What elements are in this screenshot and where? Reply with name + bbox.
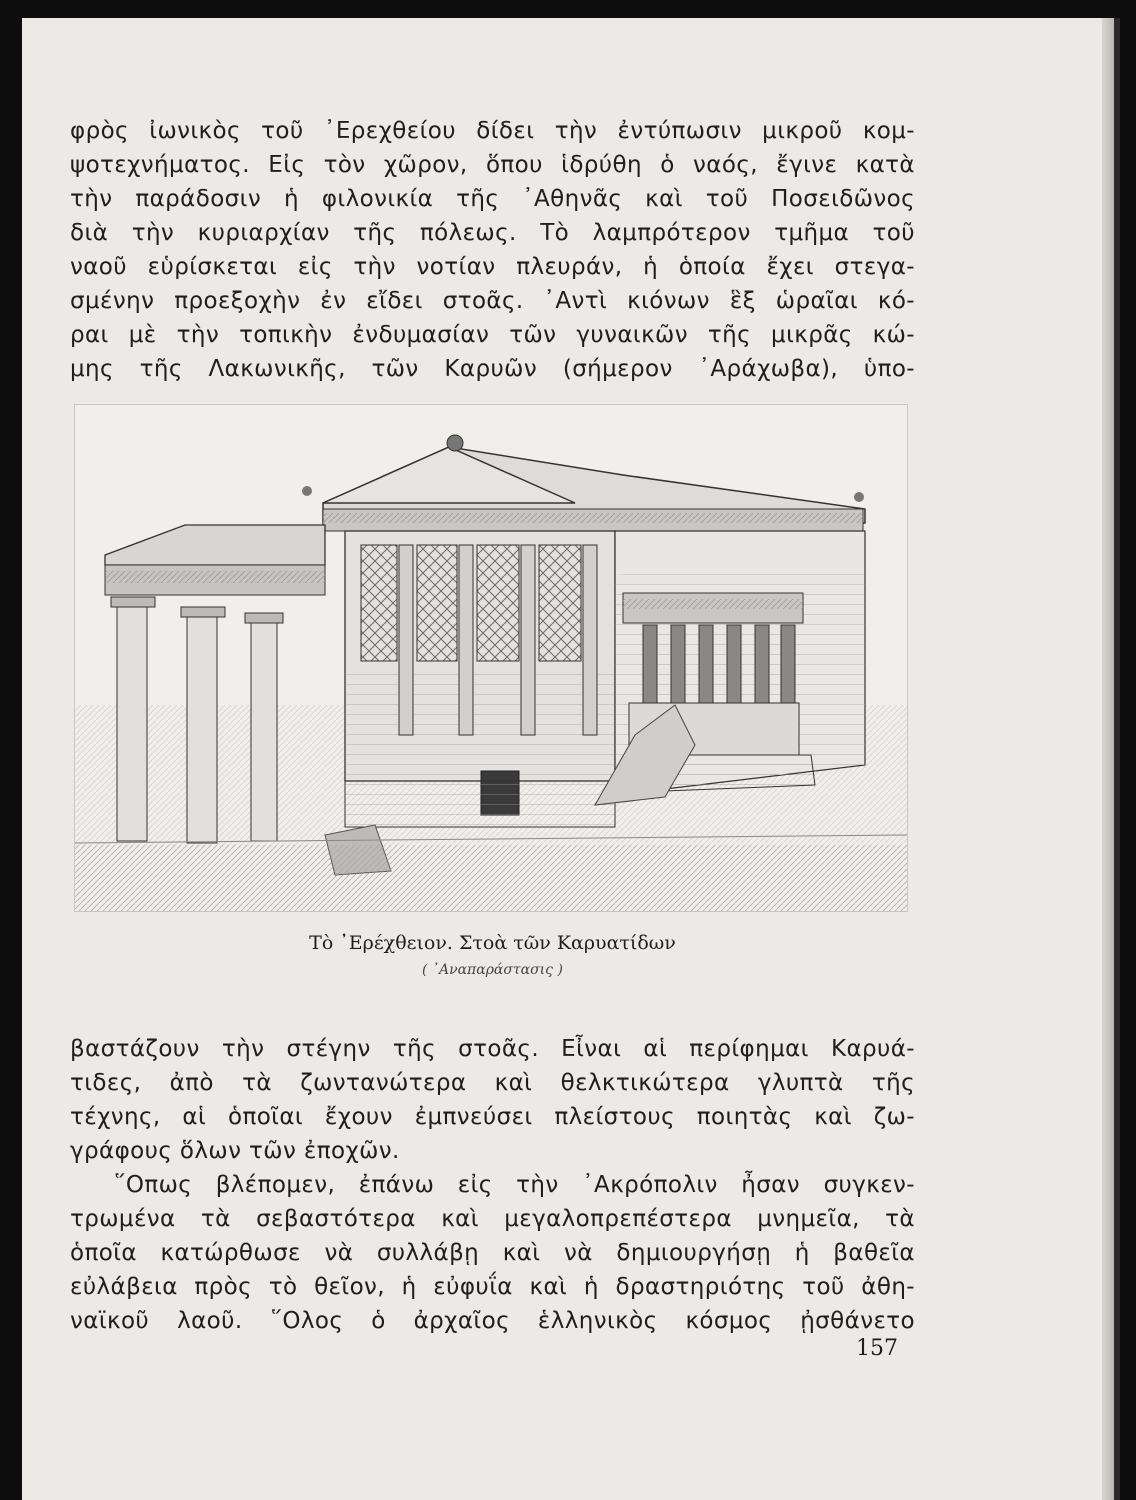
text-line: βαστάζουν τὴν στέγην τῆς στοᾶς. Εἶναι αἱ περίφημαι Καρυά- xyxy=(70,1036,915,1062)
paragraph-bottom-2 xyxy=(70,1168,915,1338)
text-line: φρὸς ἰωνικὸς τοῦ ᾿Ερεχθείου δίδει τὴν ἐντύπωσιν μικροῦ κομ- xyxy=(70,118,915,144)
page-edge xyxy=(1102,18,1114,1500)
text-line: τὴν παράδοσιν ἡ φιλονικία τῆς ᾿Αθηνᾶς καὶ τοῦ Ποσειδῶνος xyxy=(70,186,915,212)
text-line: τιδες, ἀπὸ τὰ ζωντανώτερα καὶ θελκτικώτερα γλυπτὰ τῆς xyxy=(70,1070,915,1096)
text-line: ὁποῖα κατώρθωσε νὰ συλλάβῃ καὶ νὰ δημιουργήσῃ ἡ βαθεῖα xyxy=(70,1240,915,1266)
text-line: γράφους ὅλων τῶν ἐποχῶν. xyxy=(70,1138,400,1164)
text-line: ναοῦ εὑρίσκεται εἰς τὴν νοτίαν πλευράν, ἡ ὁποία ἔχει στεγα- xyxy=(70,254,915,280)
text-line: ψοτεχνήματος. Εἰς τὸν χῶρον, ὅπου ἱδρύθη ὁ ναός, ἔγινε κατὰ xyxy=(70,152,915,178)
text-line: μης τῆς Λακωνικῆς, τῶν Καρυῶν (σήμερον ᾿Αράχωβα), ὑπο- xyxy=(70,356,915,382)
figure-caption: Τὸ ᾿Ερέχθειον. Στοὰ τῶν Καρυατίδων xyxy=(309,932,676,954)
text-line: εὐλάβεια πρὸς τὸ θεῖον, ἡ εὐφυΐα καὶ ἡ δραστηριότης τοῦ ἀθη- xyxy=(70,1274,915,1300)
text-line: ῞Οπως βλέπομεν, ἐπάνω εἰς τὴν ᾿Ακρόπολιν ἦσαν συγκεν- xyxy=(114,1172,915,1198)
figure-subcaption: ( ᾿Αναπαράστασις ) xyxy=(422,962,563,978)
paragraph-top xyxy=(70,114,915,386)
paragraph-bottom xyxy=(70,1032,915,1168)
text-line: ραι μὲ τὴν τοπικὴν ἐνδυμασίαν τῶν γυναικῶν τῆς μικρᾶς κώ- xyxy=(70,322,915,348)
text-line: τρωμένα τὰ σεβαστότερα καὶ μεγαλοπρεπέστερα μνημεῖα, τὰ xyxy=(70,1206,915,1232)
text-line: ναϊκοῦ λαοῦ. ῞Ολος ὁ ἀρχαῖος ἑλληνικὸς κόσμος ᾐσθάνετο xyxy=(70,1308,915,1334)
erechtheion-illustration xyxy=(74,404,908,912)
book-page xyxy=(22,18,1120,1500)
temple-drawing xyxy=(75,405,907,911)
text-line: τέχνης, αἱ ὁποῖαι ἔχουν ἐμπνεύσει πλείστους ποιητὰς καὶ ζω- xyxy=(70,1104,915,1130)
text-line: διὰ τὴν κυριαρχίαν τῆς πόλεως. Τὸ λαμπρότερον τμῆμα τοῦ xyxy=(70,220,915,246)
text-line: σμένην προεξοχὴν ἐν εἴδει στοᾶς. ᾿Αντὶ κιόνων ἓξ ὡραῖαι κό- xyxy=(70,288,915,314)
page-number: 157 xyxy=(856,1336,898,1361)
